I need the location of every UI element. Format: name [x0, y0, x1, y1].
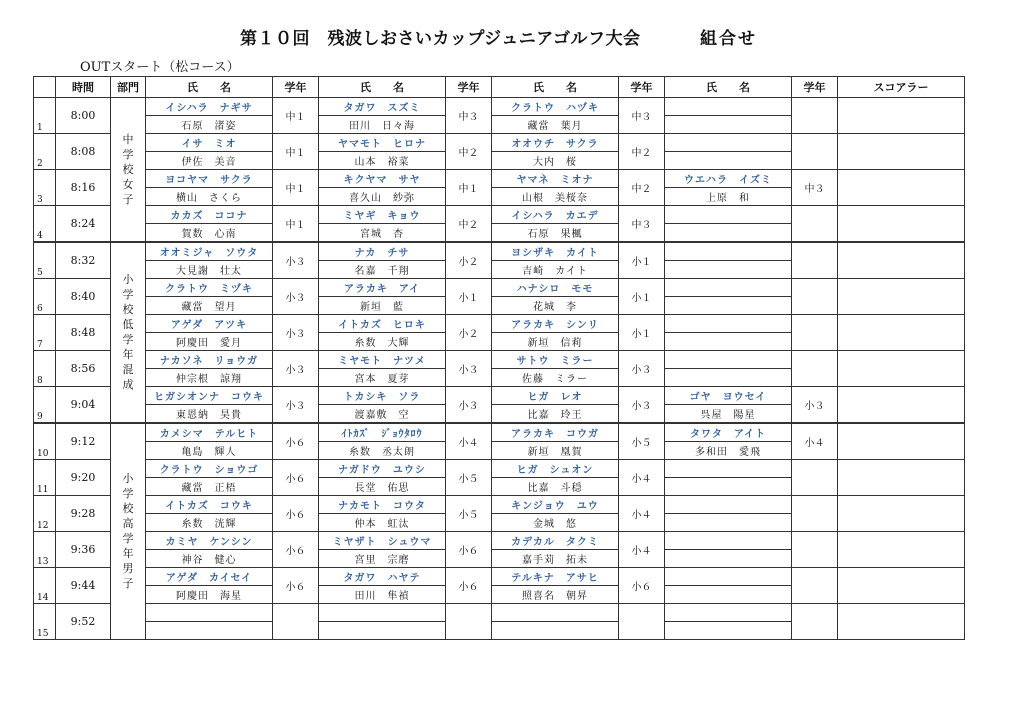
player-name-kana: キクヤマ サヤ — [319, 170, 446, 188]
player-grade: 小６ — [619, 568, 665, 604]
scorer-cell — [838, 170, 965, 206]
player-name-kana: クラトウ ショウゴ — [146, 460, 273, 478]
group-number: 10 — [34, 423, 56, 460]
header-grade-3: 学年 — [619, 77, 665, 98]
group-row-kana — [34, 134, 965, 152]
player-name-kanji: 藏當 望月 — [146, 297, 273, 315]
scorer-cell — [838, 423, 965, 460]
player-grade: 小２ — [446, 242, 492, 279]
player-grade — [792, 315, 838, 351]
group-number: 6 — [34, 279, 56, 315]
player-grade: 小３ — [619, 351, 665, 387]
player-grade — [792, 279, 838, 315]
player-name-kana — [665, 460, 792, 478]
player-name-kana: ミヤザト シュウマ — [319, 532, 446, 550]
player-name-kana: アゲダ アツキ — [146, 315, 273, 333]
group-number: 1 — [34, 98, 56, 134]
player-name-kanji: 宮本 夏芽 — [319, 369, 446, 387]
group-row-kana — [34, 279, 965, 297]
player-name-kana: ハナシロ モモ — [492, 279, 619, 297]
tee-time: 9:36 — [56, 532, 111, 568]
group-number: 2 — [34, 134, 56, 170]
player-name-kana: イシハラ カエデ — [492, 206, 619, 224]
group-number: 14 — [34, 568, 56, 604]
player-grade: 小４ — [446, 423, 492, 460]
player-name-kanji: 糸数 丞太朗 — [319, 442, 446, 460]
group-number: 5 — [34, 242, 56, 279]
tee-time: 9:28 — [56, 496, 111, 532]
header-name-1: 氏 名 — [146, 77, 273, 98]
player-grade: 小３ — [273, 315, 319, 351]
group-number: 13 — [34, 532, 56, 568]
player-grade: 中１ — [273, 170, 319, 206]
player-grade: 小４ — [619, 460, 665, 496]
player-name-kanji — [665, 586, 792, 604]
group-number: 11 — [34, 460, 56, 496]
header-division: 部門 — [111, 77, 146, 98]
player-name-kana: ナカ チサ — [319, 242, 446, 261]
player-name-kanji: 仲宗根 諒翔 — [146, 369, 273, 387]
player-grade: 中３ — [446, 98, 492, 134]
player-name-kanji — [665, 152, 792, 170]
player-name-kanji: 照喜名 朝昇 — [492, 586, 619, 604]
player-name-kanji: 上原 和 — [665, 188, 792, 206]
player-name-kanji: 長堂 佑思 — [319, 478, 446, 496]
player-grade: 中２ — [446, 206, 492, 243]
player-name-kanji: 藏當 葉月 — [492, 116, 619, 134]
group-row-kana — [34, 423, 965, 442]
tee-time: 9:20 — [56, 460, 111, 496]
division-text: 小学校低学年混成 — [122, 273, 134, 391]
player-name-kana: タワタ アイト — [665, 423, 792, 442]
player-name-kana — [665, 496, 792, 514]
tee-time: 8:32 — [56, 242, 111, 279]
player-name-kana: ヒガ レオ — [492, 387, 619, 405]
division-text: 中学校 女子 — [122, 132, 145, 206]
player-name-kanji: 横山 さくら — [146, 188, 273, 206]
player-grade — [792, 460, 838, 496]
player-name-kana: イトカズ コウキ — [146, 496, 273, 514]
player-name-kana: ヒガ シュオン — [492, 460, 619, 478]
player-name-kanji — [665, 514, 792, 532]
player-name-kanji: 多和田 愛飛 — [665, 442, 792, 460]
player-name-kana: ミヤモト ナツメ — [319, 351, 446, 369]
player-grade — [792, 242, 838, 279]
player-name-kana: ナカソネ リョウガ — [146, 351, 273, 369]
player-grade: 中３ — [619, 98, 665, 134]
group-number: 3 — [34, 170, 56, 206]
player-name-kana: アラカキ シンリ — [492, 315, 619, 333]
player-name-kanji: 石原 果楓 — [492, 224, 619, 243]
division-label — [111, 423, 146, 640]
player-name-kanji: 比嘉 斗穏 — [492, 478, 619, 496]
player-name-kanji: 東恩納 昊貴 — [146, 405, 273, 424]
player-grade: 小３ — [273, 387, 319, 424]
player-grade: 小６ — [446, 568, 492, 604]
header-name-2: 氏 名 — [319, 77, 446, 98]
player-grade: 小４ — [792, 423, 838, 460]
player-name-kanji — [146, 622, 273, 640]
scorer-cell — [838, 387, 965, 424]
player-grade: 小６ — [273, 496, 319, 532]
player-name-kana — [665, 98, 792, 116]
player-name-kana — [492, 604, 619, 622]
player-grade: 小４ — [619, 496, 665, 532]
scorer-cell — [838, 279, 965, 315]
player-name-kanji: 阿慶田 愛月 — [146, 333, 273, 351]
player-name-kana: イシハラ ナギサ — [146, 98, 273, 116]
player-grade: 中１ — [273, 134, 319, 170]
player-name-kanji: 金城 悠 — [492, 514, 619, 532]
player-name-kana: アゲダ カイセイ — [146, 568, 273, 586]
player-name-kana: カデカル タクミ — [492, 532, 619, 550]
group-row-kana — [34, 604, 965, 622]
player-grade — [792, 134, 838, 170]
player-name-kana — [665, 351, 792, 369]
scorer-cell — [838, 351, 965, 387]
player-grade — [273, 604, 319, 640]
player-grade: 小５ — [446, 496, 492, 532]
header-grade-2: 学年 — [446, 77, 492, 98]
group-row-kana — [34, 170, 965, 188]
player-name-kanji: 呉屋 陽星 — [665, 405, 792, 424]
player-name-kanji: 嘉手苅 拓未 — [492, 550, 619, 568]
group-row-kana — [34, 496, 965, 514]
division-text: 小学校高学年男子 — [122, 472, 134, 590]
player-name-kanji — [492, 622, 619, 640]
scorer-cell — [838, 568, 965, 604]
tee-time: 8:48 — [56, 315, 111, 351]
player-name-kanji: 田川 日々海 — [319, 116, 446, 134]
pairings-table — [33, 76, 965, 640]
player-name-kana: ヒガシオンナ コウキ — [146, 387, 273, 405]
player-grade — [792, 532, 838, 568]
player-grade: 小６ — [273, 532, 319, 568]
player-name-kana — [319, 604, 446, 622]
player-grade — [792, 496, 838, 532]
player-name-kana — [665, 568, 792, 586]
player-name-kanji: 比嘉 玲王 — [492, 405, 619, 424]
player-grade: 小１ — [446, 279, 492, 315]
player-name-kanji: 宮里 宗磨 — [319, 550, 446, 568]
player-grade — [619, 604, 665, 640]
group-row-kana — [34, 98, 965, 116]
header-scorer: スコアラー — [838, 77, 965, 98]
player-name-kana: サトウ ミラー — [492, 351, 619, 369]
tee-time: 8:08 — [56, 134, 111, 170]
player-name-kana: オオミジャ ソウタ — [146, 242, 273, 261]
player-name-kanji — [665, 224, 792, 243]
player-grade: 中１ — [273, 98, 319, 134]
player-name-kanji — [319, 622, 446, 640]
group-row-kana — [34, 460, 965, 478]
group-number: 8 — [34, 351, 56, 387]
header-grade-1: 学年 — [273, 77, 319, 98]
player-name-kana: タガワ ハヤテ — [319, 568, 446, 586]
player-name-kanji: 渡嘉敷 空 — [319, 405, 446, 424]
group-row-kana — [34, 387, 965, 405]
player-name-kana: ヨシザキ カイト — [492, 242, 619, 261]
player-grade: 小６ — [273, 423, 319, 460]
player-name-kanji: 仲本 虹汰 — [319, 514, 446, 532]
player-name-kanji: 佐藤 ミラー — [492, 369, 619, 387]
division-label — [111, 98, 146, 243]
header-time: 時間 — [56, 77, 111, 98]
player-name-kanji — [665, 550, 792, 568]
player-name-kana — [665, 279, 792, 297]
player-name-kanji: 阿慶田 海星 — [146, 586, 273, 604]
group-number: 12 — [34, 496, 56, 532]
document-title — [0, 24, 1024, 52]
player-name-kanji — [665, 261, 792, 279]
tee-time: 8:40 — [56, 279, 111, 315]
group-row-kana — [34, 532, 965, 550]
player-name-kana: ナカモト コウタ — [319, 496, 446, 514]
player-name-kanji: 石原 渚姿 — [146, 116, 273, 134]
player-grade: 小３ — [273, 279, 319, 315]
header-grade-4: 学年 — [792, 77, 838, 98]
tee-time: 8:56 — [56, 351, 111, 387]
player-grade: 小５ — [446, 460, 492, 496]
group-number: 7 — [34, 315, 56, 351]
player-name-kanji: 山根 美桜奈 — [492, 188, 619, 206]
player-grade — [792, 98, 838, 134]
player-grade: 小１ — [619, 279, 665, 315]
player-name-kanji: 吉崎 カイト — [492, 261, 619, 279]
player-grade: 中１ — [273, 206, 319, 243]
tee-time: 8:00 — [56, 98, 111, 134]
scorer-cell — [838, 604, 965, 640]
header-no — [34, 77, 56, 98]
player-name-kana: ヨコヤマ サクラ — [146, 170, 273, 188]
player-name-kanji — [665, 116, 792, 134]
player-name-kana: ゴヤ ヨウセイ — [665, 387, 792, 405]
player-grade: 中３ — [619, 206, 665, 243]
player-name-kanji: 新垣 藍 — [319, 297, 446, 315]
player-name-kana: イトカズ ヒロキ — [319, 315, 446, 333]
scorer-cell — [838, 98, 965, 134]
tee-time: 9:44 — [56, 568, 111, 604]
player-name-kanji — [665, 333, 792, 351]
scorer-cell — [838, 206, 965, 243]
group-row-kana — [34, 568, 965, 586]
player-name-kana: ミヤギ キョウ — [319, 206, 446, 224]
player-grade: 中２ — [619, 170, 665, 206]
player-name-kana — [665, 242, 792, 261]
player-grade: 中１ — [446, 170, 492, 206]
group-row-kana — [34, 242, 965, 261]
player-grade: 小５ — [619, 423, 665, 460]
group-number: 9 — [34, 387, 56, 424]
group-number: 15 — [34, 604, 56, 640]
player-name-kana: テルキナ アサヒ — [492, 568, 619, 586]
scorer-cell — [838, 496, 965, 532]
player-name-kana: ヤマモト ヒロナ — [319, 134, 446, 152]
player-name-kana: カメシマ テルヒト — [146, 423, 273, 442]
player-grade: 中２ — [619, 134, 665, 170]
group-number: 4 — [34, 206, 56, 243]
player-name-kana: カミヤ ケンシン — [146, 532, 273, 550]
player-name-kanji: 新垣 凰賀 — [492, 442, 619, 460]
player-name-kana — [665, 134, 792, 152]
player-name-kana: クラトウ ミヅキ — [146, 279, 273, 297]
tee-time: 8:16 — [56, 170, 111, 206]
scorer-cell — [838, 242, 965, 279]
player-grade — [792, 568, 838, 604]
player-name-kana — [665, 532, 792, 550]
player-name-kanji: 大内 桜 — [492, 152, 619, 170]
player-grade: 小３ — [273, 242, 319, 279]
division-label — [111, 242, 146, 423]
player-name-kana: カカズ ココナ — [146, 206, 273, 224]
player-grade: 小４ — [619, 532, 665, 568]
player-name-kanji — [665, 297, 792, 315]
player-name-kana: トカシキ ソラ — [319, 387, 446, 405]
tee-time: 9:04 — [56, 387, 111, 424]
player-name-kanji: 藏當 正梧 — [146, 478, 273, 496]
pairings-body — [34, 98, 965, 640]
scorer-cell — [838, 315, 965, 351]
player-name-kanji: 大見謝 壮太 — [146, 261, 273, 279]
player-name-kana — [665, 315, 792, 333]
scorer-cell — [838, 460, 965, 496]
player-grade: 小３ — [446, 387, 492, 424]
player-name-kanji: 糸数 洸輝 — [146, 514, 273, 532]
player-grade: 中３ — [792, 170, 838, 206]
player-name-kana — [146, 604, 273, 622]
player-name-kana: タガワ スズミ — [319, 98, 446, 116]
player-name-kana — [665, 604, 792, 622]
player-name-kanji: 伊佐 美音 — [146, 152, 273, 170]
player-name-kanji: 糸数 大輝 — [319, 333, 446, 351]
player-name-kanji: 名嘉 千翔 — [319, 261, 446, 279]
player-name-kana: ナガドウ ユウシ — [319, 460, 446, 478]
player-grade — [446, 604, 492, 640]
group-row-kana — [34, 315, 965, 333]
player-name-kana: イサ ミオ — [146, 134, 273, 152]
course-subtitle: OUTスタート（松コース） — [80, 60, 240, 75]
player-grade: 小３ — [619, 387, 665, 424]
player-grade: 小１ — [619, 315, 665, 351]
player-grade: 小３ — [446, 351, 492, 387]
player-name-kanji: 新垣 信莉 — [492, 333, 619, 351]
player-name-kanji: 喜久山 紗弥 — [319, 188, 446, 206]
player-grade: 小２ — [446, 315, 492, 351]
group-row-kana — [34, 206, 965, 224]
player-name-kana: ウエハラ イズミ — [665, 170, 792, 188]
scorer-cell — [838, 134, 965, 170]
player-grade: 中２ — [446, 134, 492, 170]
player-name-kana: ｲﾄｶｽﾞ ｼﾞｮｳﾀﾛｳ — [319, 423, 446, 442]
group-row-kana — [34, 351, 965, 369]
player-grade: 小１ — [619, 242, 665, 279]
player-grade: 小６ — [446, 532, 492, 568]
player-grade — [792, 351, 838, 387]
player-grade: 小６ — [273, 568, 319, 604]
player-grade: 小３ — [792, 387, 838, 424]
header-row — [34, 77, 965, 98]
player-grade: 小３ — [273, 351, 319, 387]
tournament-title: 第１０回 残波しおさいカップジュニアゴルフ大会 — [240, 29, 641, 49]
tee-time: 9:52 — [56, 604, 111, 640]
player-name-kana: クラトウ ハヅキ — [492, 98, 619, 116]
tee-time: 8:24 — [56, 206, 111, 243]
pairings-label: 組合せ — [700, 29, 757, 49]
player-name-kanji: 亀島 輝人 — [146, 442, 273, 460]
player-name-kanji: 山本 裕菜 — [319, 152, 446, 170]
player-grade — [792, 206, 838, 243]
header-name-4: 氏 名 — [665, 77, 792, 98]
player-name-kana: アラカキ アイ — [319, 279, 446, 297]
player-name-kanji: 賀数 心南 — [146, 224, 273, 243]
player-name-kana: アラカキ コウガ — [492, 423, 619, 442]
player-name-kana: ヤマネ ミオナ — [492, 170, 619, 188]
player-grade: 小６ — [273, 460, 319, 496]
player-name-kana: オオウチ サクラ — [492, 134, 619, 152]
player-grade — [792, 604, 838, 640]
player-name-kanji: 田川 隼禎 — [319, 586, 446, 604]
player-name-kana: キンジョウ ユウ — [492, 496, 619, 514]
player-name-kanji: 神谷 健心 — [146, 550, 273, 568]
scorer-cell — [838, 532, 965, 568]
player-name-kanji — [665, 622, 792, 640]
player-name-kanji — [665, 478, 792, 496]
player-name-kanji — [665, 369, 792, 387]
player-name-kana — [665, 206, 792, 224]
player-name-kanji: 花城 李 — [492, 297, 619, 315]
player-name-kanji: 宮城 杏 — [319, 224, 446, 243]
header-name-3: 氏 名 — [492, 77, 619, 98]
tee-time: 9:12 — [56, 423, 111, 460]
